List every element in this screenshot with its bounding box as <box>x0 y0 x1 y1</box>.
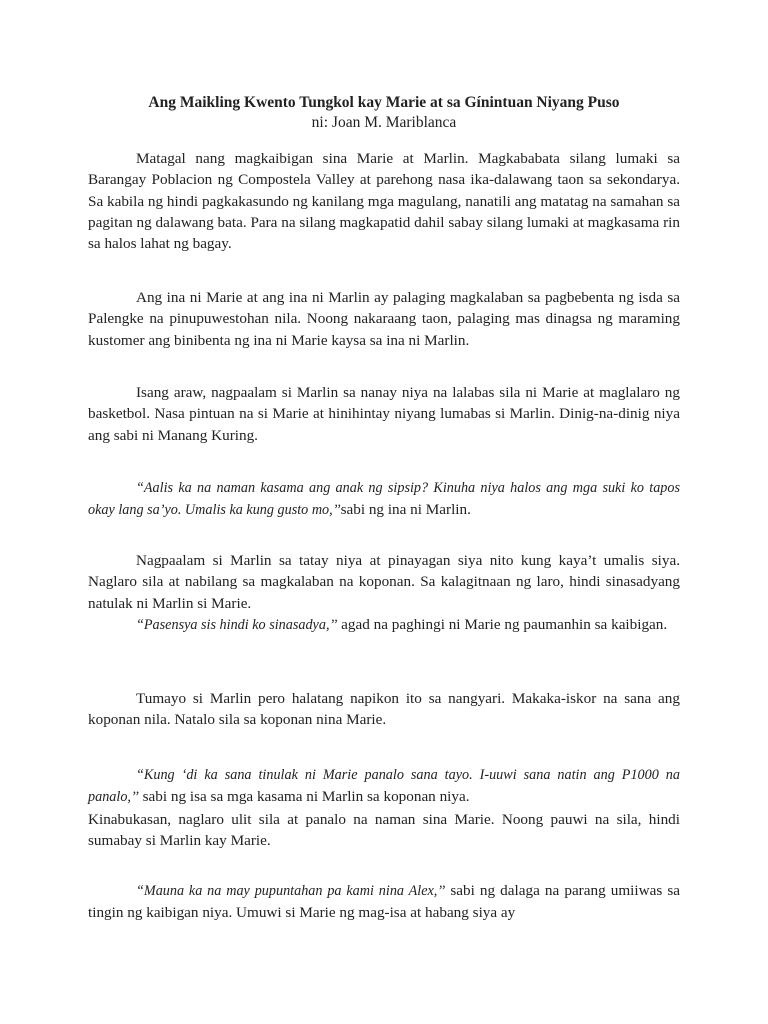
paragraph-2 <box>88 287 680 351</box>
paragraph-4-quote: “Aalis ka na naman kasama ang anak ng sipsip? Kinuha niya halos ang mga suki ko tapos okay lang sa’yo. Umalis ka kung gusto mo,’’ <box>88 480 680 519</box>
document-title: Ang Maikling Kwento Tungkol kay Marie at sa Gínintuan Niyang Puso <box>148 94 620 111</box>
paragraph-1 <box>88 148 680 254</box>
paragraph-7-quote: “Kung ‘di ka sana tinulak ni Marie panalo sana tayo. I-uuwi sana natin ang P1000 na panalo,’’ <box>88 767 680 806</box>
paragraph-5-dialogue <box>88 614 680 636</box>
paragraph-8 <box>88 880 680 924</box>
paragraph-5-dialogue-rest: agad na paghingi ni Marie ng paumanhin sa kaibigan. <box>337 615 668 633</box>
paragraph-7 <box>88 764 680 851</box>
paragraph-4-rest: sabi ng ina ni Marlin. <box>340 501 471 519</box>
paragraph-1-text: Matagal nang magkaibigan sina Marie at Marlin. Magkababata silang lumaki sa Barangay Poblacion ng Compostela Valley at parehong nasa ika-dalawang taon sa sekondarya. Sa kabila ng hindi pagkakasundo ng kanilang mga magulang, nanatili ang matatag na samahan sa pagitan ng dalawang bata. Para na silang magkapatid dahil sabay silang lumaki at magkasama rin sa halos lahat ng bagay. <box>88 150 680 253</box>
paragraph-6-text: Tumayo si Marlin pero halatang napikon ito sa nangyari. Makaka-iskor na sana ang koponan nila. Natalo sila sa koponan nina Marie. <box>88 690 680 729</box>
paragraph-7-rest: sabi ng isa sa mga kasama ni Marlin sa koponan niya. <box>138 788 470 806</box>
paragraph-6 <box>88 688 680 731</box>
document-author: ni: Joan M. Mariblanca <box>311 114 457 131</box>
paragraph-5-quote: “Pasensya sis hindi ko sinasadya,’’ <box>136 616 338 633</box>
paragraph-4 <box>88 477 680 522</box>
paragraph-3-text: Isang araw, nagpaalam si Marlin sa nanay niya na lalabas sila ni Marie at maglalaro ng basketbol. Nasa pintuan na si Marie at hinihintay niyang lumabas si Marlin. Dinig-na-dinig niya ang sabi ni Manang Kuring. <box>88 384 680 444</box>
paragraph-8-quote: “Mauna ka na may pupuntahan pa kami nina Alex,’’ <box>136 883 446 899</box>
paragraph-3 <box>88 382 680 446</box>
paragraph-5 <box>88 550 680 636</box>
paragraph-2-text: Ang ina ni Marie at ang ina ni Marlin ay palaging magkalaban sa pagbebenta ng isda sa Palengke na pinupuwestohan nila. Noong nakaraang taon, palaging mas dinagsa ng maraming kustomer ang binibenta ng ina ni Marie kaysa sa ina ni Marlin. <box>88 289 680 349</box>
paragraph-8-rest: sabi ng dalaga na parang umiiwas sa tingin ng kaibigan niya. Umuwi si Marie ng mag-isa at habang siya ay <box>88 882 680 922</box>
paragraph-7-continuation: Kinabukasan, naglaro ulit sila at panalo na naman sina Marie. Noong pauwi na sila, hindi sumabay si Marlin kay Marie. <box>88 810 680 849</box>
paragraph-5-text: Nagpaalam si Marlin sa tatay niya at pinayagan siya nito kung kaya’t umalis siya. Naglaro sila at nabilang sa magkalaban na koponan. Sa kalagitnaan ng laro, hindi sinasadyang natulak ni Marlin si Marie. <box>88 552 680 612</box>
